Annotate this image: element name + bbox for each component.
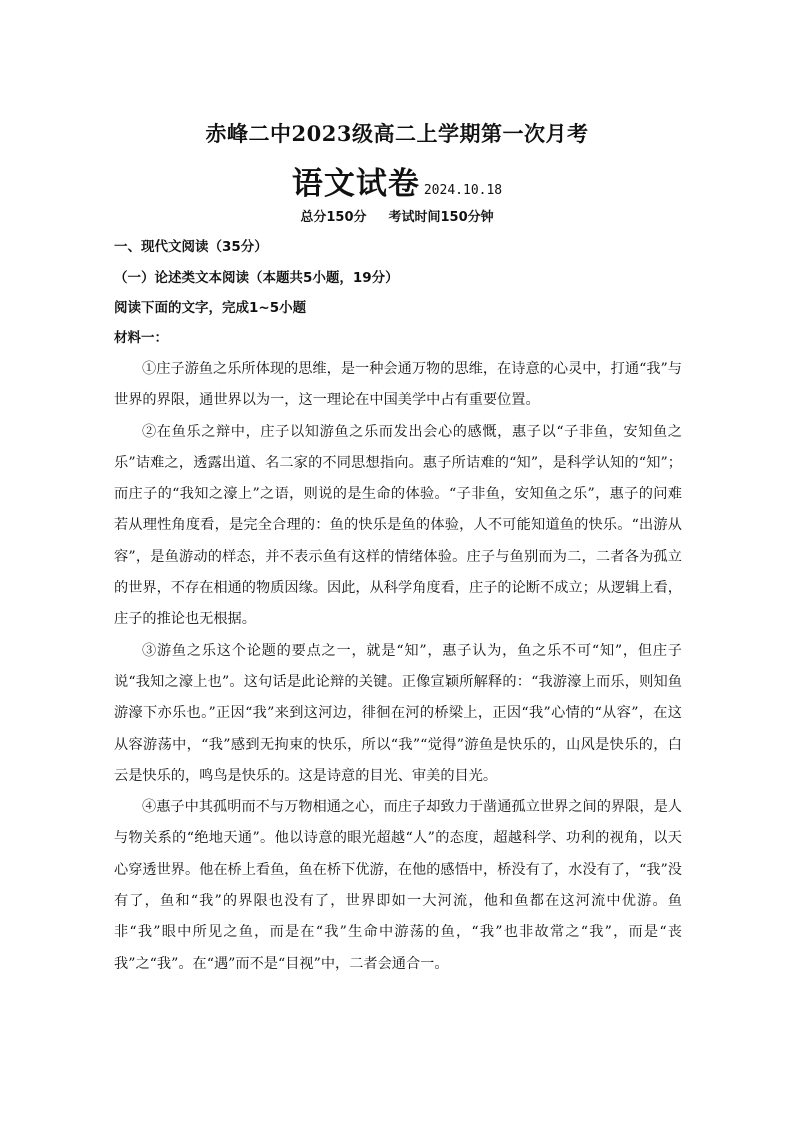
passage-body — [114, 354, 682, 980]
exam-time: 考试时间150分钟 — [388, 210, 494, 225]
paragraph-1: ①庄子游鱼之乐所体现的思维，是一种会通万物的思维，在诗意的心灵中，打通“我”与世界的界限，通世界以为一，这一理论在中国美学中占有重要位置。 — [114, 361, 682, 409]
paragraph-3: ③游鱼之乐这个论题的要点之一，就是“知”，惠子认为，鱼之乐不可“知”，但庄子说“我知之濠上也”。这句话是此论辩的关键。正像宣颖所解释的：“我游濠上而乐，则知鱼游濠下亦乐也。”正因“我”来到这河边，徘徊在河的桥梁上，正因“我”心情的“从容”，在这从容游荡中，“我”感到无拘束的快乐，所以“我”“觉得”游鱼是快乐的，山风是快乐的，白云是快乐的，鸣鸟是快乐的。这是诗意的目光、审美的目光。 — [114, 642, 682, 784]
material-label: 材料一： — [114, 330, 168, 346]
score-time-line — [0, 206, 794, 225]
paragraph-2: ②在鱼乐之辩中，庄子以知游鱼之乐而发出会心的感慨，惠子以“子非鱼，安知鱼之乐”诘难之，透露出道、名二家的不同思想指向。惠子所诘难的“知”，是科学认知的“知”；而庄子的“我知之濠上”之语，则说的是生命的体验。“子非鱼，安知鱼之乐”，惠子的问难若从理性角度看，是完全合理的：鱼的快乐是鱼的体验，人不可能知道鱼的快乐。“出游从容”，是鱼游动的样态，并不表示鱼有这样的情绪体验。庄子与鱼别而为二，二者各为孤立的世界，不存在相通的物质因缘。因此，从科学角度看，庄子的论断不成立；从逻辑上看，庄子的推论也无根据。 — [114, 423, 682, 628]
exam-title: 赤峰二中2023级高二上学期第一次月考 — [205, 121, 589, 146]
exam-date: 2024.10.18 — [423, 183, 503, 198]
subsection-title: （一）论述类文本阅读（本题共5小题，19分） — [114, 270, 399, 286]
subject-line — [0, 158, 794, 203]
subject-title: 语文试卷 — [291, 166, 420, 202]
section-title: 一、现代文阅读（35分） — [114, 239, 268, 255]
instruction: 阅读下面的文字，完成1~5小题 — [114, 300, 307, 316]
paragraph-4: ④惠子中其孤明而不与万物相通之心，而庄子却致力于凿通孤立世界之间的界限，是人与物关系的“绝地天通”。他以诗意的眼光超越“人”的态度，超越科学、功利的视角，以天心穿透世界。他在桥上看鱼，鱼在桥下优游，在他的感悟中，桥没有了，水没有了，“我”没有了，鱼和“我”的界限也没有了，世界即如一大河流，他和鱼都在这河流中优游。鱼非“我”眼中所见之鱼，而是在“我”生命中游荡的鱼，“我”也非故常之“我”，而是“丧我”之“我”。在“遇”而不是“目视”中，二者会通合一。 — [114, 799, 682, 972]
total-score: 总分150分 — [300, 210, 367, 225]
